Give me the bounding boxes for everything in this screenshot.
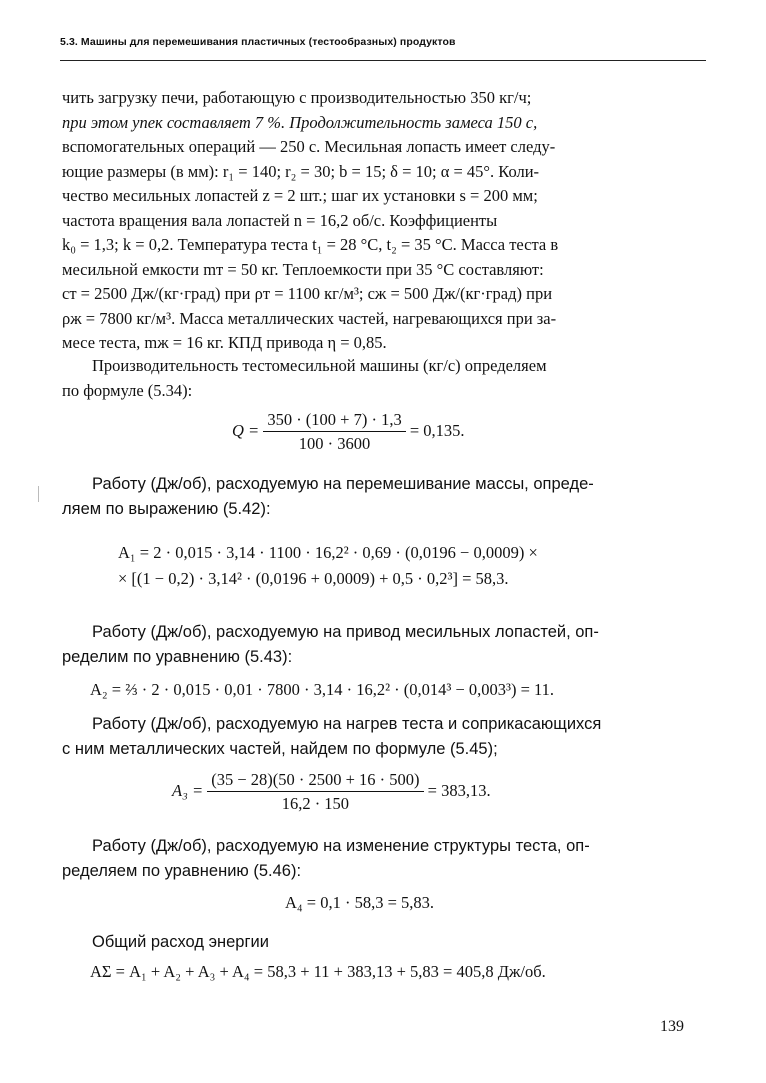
fraction-numerator: (35 − 28)(50 · 2500 + 16 · 500) xyxy=(207,770,423,792)
text-line: месе теста, mж = 16 кг. КПД привода η = 0,85. xyxy=(62,333,387,352)
equation-total: AΣ = A₁ + A₂ + A₃ + A₄ = 58,3 + 11 + 383,13 + 5,83 = 405,8 Дж/об. xyxy=(90,962,546,981)
equation-Q xyxy=(232,410,465,454)
text-line: месильной емкости mт = 50 кг. Теплоемкости при 35 °C составляют: xyxy=(62,259,544,279)
text-line: с ним металлических частей, найдем по формуле (5.45); xyxy=(62,740,498,758)
text-line: ляем по выражению (5.42): xyxy=(62,500,271,518)
fraction-denominator: 100 · 3600 xyxy=(298,434,371,453)
equation-A1 xyxy=(118,540,538,592)
text-line: Работу (Дж/об), расходуемую на изменение структуры теста, оп- xyxy=(92,837,590,855)
text-line: вспомогательных операций — 250 с. Месильная лопасть имеет следу- xyxy=(62,137,556,156)
equation-lhs: A₃ = xyxy=(172,780,204,800)
equation-A3 xyxy=(172,770,491,814)
work1-paragraph xyxy=(62,472,686,522)
text-line: частота вращения вала лопастей n = 16,2 об/с. Коэффициенты xyxy=(62,210,498,230)
equation-rhs: = 383,13. xyxy=(427,780,491,800)
equation-A4: A₄ = 0,1 · 58,3 = 5,83. xyxy=(285,893,435,912)
text-line: cт = 2500 Дж/(кг·град) при ρт = 1100 кг/м³; cж = 500 Дж/(кг·град) при xyxy=(62,284,553,303)
equation-line: × [(1 − 0,2) · 3,14² · (0,0196 + 0,0009) + 0,5 · 0,2³] = 58,3. xyxy=(118,569,509,588)
text-line: Производительность тестомесильной машины (кг/с) определяем xyxy=(92,356,547,375)
fraction xyxy=(263,410,405,454)
fraction-denominator: 16,2 · 150 xyxy=(281,794,350,813)
text-line: чить загрузку печи, работающую с производительностью 350 кг/ч; xyxy=(62,88,532,107)
work2-paragraph xyxy=(62,620,686,670)
work3-paragraph xyxy=(62,712,686,762)
equation-rhs: = 0,135. xyxy=(409,420,465,440)
text-line: ределим по уравнению (5.43): xyxy=(62,648,293,666)
text-line: Работу (Дж/об), расходуемую на перемешивание массы, опреде- xyxy=(92,475,594,493)
equation-line: A₁ = 2 · 0,015 · 3,14 · 1100 · 16,2² · 0,69 · (0,0196 − 0,0009) × xyxy=(118,543,538,562)
text-line: Работу (Дж/об), расходуемую на привод месильных лопастей, оп- xyxy=(92,623,599,641)
running-header: 5.3. Машины для перемешивания пластичных (тестообразных) продуктов xyxy=(60,36,456,48)
productivity-paragraph xyxy=(62,354,686,403)
fraction-numerator: 350 · (100 + 7) · 1,3 xyxy=(263,410,405,432)
intro-paragraph xyxy=(62,86,686,356)
text-line: ющие размеры (в мм): r₁ = 140; r₂ = 30; b = 15; δ = 10; α = 45°. Коли- xyxy=(62,161,540,181)
text-line: чество месильных лопастей z = 2 шт.; шаг их установки s = 200 мм; xyxy=(62,186,538,205)
text-line: при этом упек составляет 7 %. Продолжительность замеса 150 с, xyxy=(62,112,538,132)
text-line: ρж = 7800 кг/м³. Масса металлических частей, нагревающихся при за- xyxy=(62,308,557,328)
header-divider xyxy=(60,60,706,61)
total-paragraph xyxy=(62,930,686,955)
fraction xyxy=(207,770,423,814)
equation-lhs: Q = xyxy=(232,420,260,440)
text-line: Общий расход энергии xyxy=(92,933,269,951)
margin-mark xyxy=(38,486,39,502)
text-line: ределяем по уравнению (5.46): xyxy=(62,862,302,880)
equation-A2: A₂ = ⅔ · 2 · 0,015 · 0,01 · 7800 · 3,14 · 16,2² · (0,014³ − 0,003³) = 11. xyxy=(90,680,555,699)
page-number: 139 xyxy=(660,1018,684,1035)
text-line: по формуле (5.34): xyxy=(62,380,193,400)
text-line: k₀ = 1,3; k = 0,2. Температура теста t₁ = 28 °C, t₂ = 35 °C. Масса теста в xyxy=(62,235,559,254)
work4-paragraph xyxy=(62,834,686,884)
text-line: Работу (Дж/об), расходуемую на нагрев теста и соприкасающихся xyxy=(92,715,602,733)
